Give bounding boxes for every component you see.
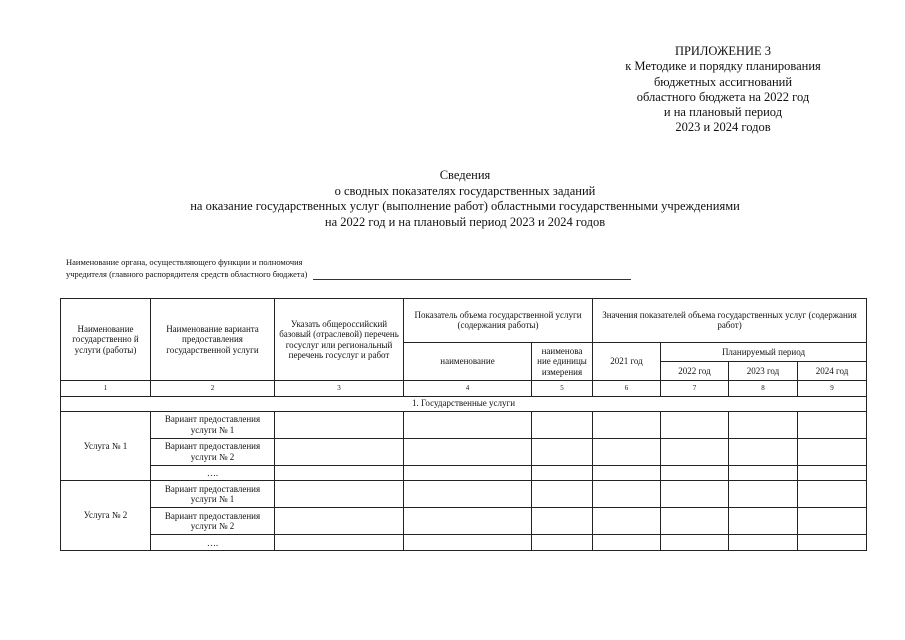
- table-cell[interactable]: [661, 465, 729, 481]
- header-base-list: Указать общероссийский базовый (отраслевой) перечень госуслуг или региональный перечень госуслуг и работ: [275, 299, 404, 381]
- table-cell[interactable]: [729, 508, 798, 535]
- table-cell[interactable]: [593, 465, 661, 481]
- table-cell[interactable]: [593, 508, 661, 535]
- header-year-2023: 2023 год: [729, 362, 798, 381]
- table-cell[interactable]: [661, 481, 729, 508]
- table-cell[interactable]: [275, 465, 404, 481]
- table-cell[interactable]: [729, 465, 798, 481]
- table-cell[interactable]: [661, 508, 729, 535]
- table-cell[interactable]: [404, 481, 532, 508]
- table-cell[interactable]: [729, 481, 798, 508]
- appendix-line: бюджетных ассигнований: [653, 74, 793, 89]
- table-cell[interactable]: [729, 535, 798, 551]
- table-row: [61, 465, 867, 481]
- table-cell[interactable]: [404, 438, 532, 465]
- table-cell[interactable]: [275, 411, 404, 438]
- table-cell[interactable]: [593, 535, 661, 551]
- table-cell[interactable]: [798, 411, 867, 438]
- table-cell[interactable]: [532, 481, 593, 508]
- table-cell[interactable]: [404, 411, 532, 438]
- variant-cell: Вариант предоставления услуги № 2: [151, 438, 275, 465]
- appendix-line: 2023 и 2024 годов: [675, 120, 771, 135]
- service-name-cell: Услуга № 1: [61, 411, 151, 481]
- table-row: [61, 481, 867, 508]
- document-heading: [80, 168, 850, 230]
- header-year-2021: 2021 год: [593, 342, 661, 381]
- column-number: 3: [275, 381, 404, 396]
- column-number: 2: [151, 381, 275, 396]
- header-year-2024: 2024 год: [798, 362, 867, 381]
- table-cell[interactable]: [729, 438, 798, 465]
- org-label-line1: Наименование органа, осуществляющего функции и полномочия: [66, 257, 303, 267]
- header-indicator-name: наименование: [404, 342, 532, 381]
- table-cell[interactable]: [275, 535, 404, 551]
- header-year-2022: 2022 год: [661, 362, 729, 381]
- heading-line: о сводных показателях государственных заданий: [334, 183, 596, 198]
- appendix-line: и на плановый период: [663, 105, 783, 120]
- table-cell[interactable]: [404, 535, 532, 551]
- table-cell[interactable]: [275, 481, 404, 508]
- table-cell[interactable]: [404, 508, 532, 535]
- appendix-line: к Методике и порядку планирования: [625, 59, 821, 74]
- table-cell[interactable]: [593, 438, 661, 465]
- table-cell[interactable]: [275, 508, 404, 535]
- table-cell[interactable]: [798, 508, 867, 535]
- org-field: [66, 257, 631, 280]
- section-title: 1. Государственные услуги: [61, 396, 867, 411]
- table-cell[interactable]: [798, 481, 867, 508]
- column-number: 5: [532, 381, 593, 396]
- ellipsis-cell: ….: [151, 465, 275, 481]
- column-number: 9: [798, 381, 867, 396]
- org-fill-line[interactable]: [313, 271, 631, 280]
- table-row: [61, 508, 867, 535]
- table-row: [61, 535, 867, 551]
- table-cell[interactable]: [532, 535, 593, 551]
- org-label-line2: учредителя (главного распорядителя средств областного бюджета): [66, 268, 308, 279]
- column-number: 8: [729, 381, 798, 396]
- table-cell[interactable]: [593, 481, 661, 508]
- column-number: 6: [593, 381, 661, 396]
- table-cell[interactable]: [593, 411, 661, 438]
- header-volume-indicator: Показатель объема государственной услуги (содержания работы): [404, 299, 593, 343]
- table-cell[interactable]: [404, 465, 532, 481]
- variant-cell: Вариант предоставления услуги № 1: [151, 481, 275, 508]
- appendix-title: ПРИЛОЖЕНИЕ 3: [674, 44, 772, 58]
- table-row: [61, 411, 867, 438]
- header-service-name: Наименование государственно й услуги (работы): [61, 299, 151, 381]
- heading-line: Сведения: [439, 168, 491, 182]
- heading-line: на оказание государственных услуг (выполнение работ) областными государственными учреждениями: [190, 199, 740, 213]
- indicators-table: [60, 298, 867, 551]
- table-cell[interactable]: [798, 465, 867, 481]
- ellipsis-cell: ….: [151, 535, 275, 551]
- column-number: 4: [404, 381, 532, 396]
- table-cell[interactable]: [661, 411, 729, 438]
- table-cell[interactable]: [661, 438, 729, 465]
- header-variant-name: Наименование варианта предоставления государственной услуги: [151, 299, 275, 381]
- variant-cell: Вариант предоставления услуги № 1: [151, 411, 275, 438]
- appendix-line: областного бюджета на 2022 год: [636, 89, 810, 104]
- table-cell[interactable]: [275, 438, 404, 465]
- table-cell[interactable]: [798, 535, 867, 551]
- service-name-cell: Услуга № 2: [61, 481, 151, 551]
- header-values: Значения показателей объема государственных услуг (содержания работ): [593, 299, 867, 343]
- section-row: [61, 396, 867, 411]
- column-numbers-row: [61, 381, 867, 396]
- table-cell[interactable]: [798, 438, 867, 465]
- heading-line: на 2022 год и на плановый период 2023 и 2024 годов: [324, 214, 606, 229]
- table-cell[interactable]: [532, 411, 593, 438]
- table-cell[interactable]: [532, 438, 593, 465]
- table-cell[interactable]: [532, 465, 593, 481]
- variant-cell: Вариант предоставления услуги № 2: [151, 508, 275, 535]
- table-cell[interactable]: [729, 411, 798, 438]
- header-unit-name: наименова ние единицы измерения: [532, 342, 593, 381]
- table-cell[interactable]: [661, 535, 729, 551]
- table-cell[interactable]: [532, 508, 593, 535]
- table-row: [61, 438, 867, 465]
- header-planned-period: Планируемый период: [661, 342, 867, 361]
- column-number: 7: [661, 381, 729, 396]
- appendix-block: [593, 44, 853, 136]
- column-number: 1: [61, 381, 151, 396]
